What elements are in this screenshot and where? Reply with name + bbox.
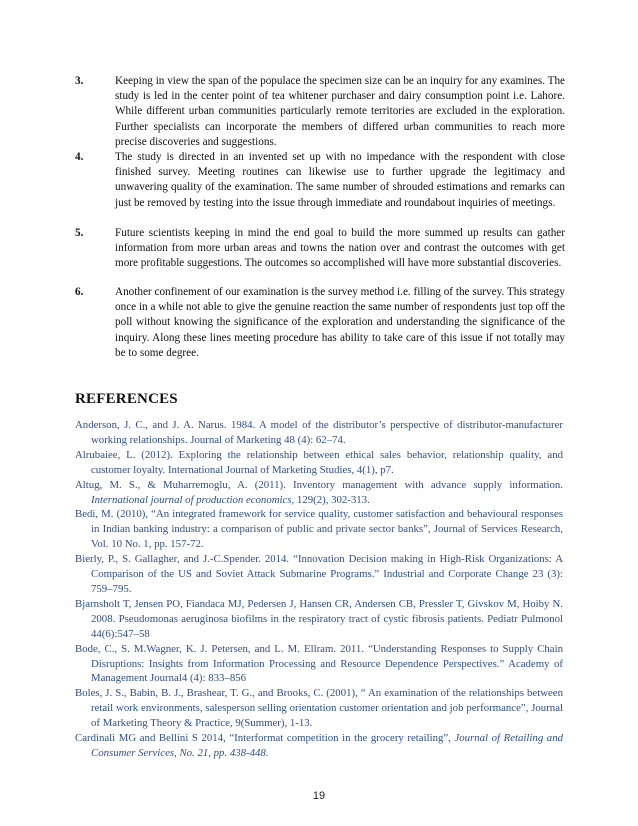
- item-number: 3.: [75, 75, 84, 87]
- item-text: Keeping in view the span of the populace the specimen size can be an inquiry for any examines. The study is led in the center point of tea whitener purchaser and dairy consumption point i.e. Lahore. While different urban communities particularly remote territories are excluded in the exploration. Further specialists can incorporate the members of differed urban communities to reach more precise discoveries and suggestions.: [115, 75, 565, 148]
- reference-entry: Bode, C., S. M.Wagner, K. J. Petersen, and L. M. Ellram. 2011. “Understanding Responses to Supply Chain Disruptions: Insights from Information Processing and Resource Dependence Perspectives.” Academy of Management Journal4 (4): 833–856: [75, 642, 563, 685]
- item-number: 5.: [75, 227, 84, 239]
- reference-entry: Boles, J. S., Babin, B. J., Brashear, T. G., and Brooks, C. (2001), “ An examination of the relationships between retail work environments, salesperson selling orientation customer orientation and job performance”, Journal of Marketing Theory & Practice, 9(Summer), 1-13.: [75, 687, 563, 730]
- references-heading: REFERENCES: [75, 391, 178, 407]
- reference-entry: Bedi, M. (2010), “An integrated framework for service quality, customer satisfaction and behavioural responses in Indian banking industry: a comparison of public and private sector banks”, Journal of Services Research, Vol. 10 No. 1, pp. 157-72.: [75, 508, 563, 551]
- list-item-6: [75, 285, 565, 361]
- journal-title: International journal of production economics,: [91, 493, 295, 506]
- item-text: Another confinement of our examination is the survey method i.e. filling of the survey. This strategy once in a while not able to give the genuine reaction the same number of respondents just top off the poll without knowing the significance of the exploration and understanding the significance of the inquiry. Along these lines meeting procedure has ability to take care of this issue if not totally may be to some degree.: [115, 286, 565, 359]
- list-item-4: [75, 150, 565, 211]
- item-text: The study is directed in an invented set up with no impedance with the respondent with close finished survey. Meeting routines can likewise use to further upgrade the legitimacy and unwavering quality of the examination. The same number of shrouded estimations and remarks can just be removed by testing into the issue through immediate and roundabout inquiries of meetings.: [115, 151, 565, 209]
- reference-entry: Altug, M. S., & Muharremoglu, A. (2011). Inventory management with advance supply information. International journal of production economics, 129(2), 302-313.: [75, 478, 563, 506]
- reference-entry: Cardinali MG and Bellini S 2014, “Interformat competition in the grocery retailing”, Journal of Retailing and Consumer Services, No. 21, pp. 438-448.: [75, 732, 563, 759]
- reference-entry: Bierly, P., S. Gallagher, and J.-C.Spender. 2014. “Innovation Decision making in High-Risk Organizations: A Comparison of the US and Soviet Attack Submarine Programs.” Industrial and Corporate Change 23 (3): 759–795.: [75, 553, 563, 595]
- item-number: 6.: [75, 286, 84, 298]
- list-item-3: [75, 74, 565, 150]
- item-number: 4.: [75, 151, 84, 163]
- reference-entry: Bjarnsholt T, Jensen PO, Fiandaca MJ, Pedersen J, Hansen CR, Andersen CB, Pressler T, Givskov M, Hoiby N. 2008. Pseudomonas aeruginosa biofilms in the respiratory tract of cystic fibrosis patients. Pediatr Pulmonol 44(6):547–58: [75, 597, 563, 640]
- list-item-5: [75, 226, 565, 272]
- reference-entry: Anderson, J. C., and J. A. Narus. 1984. A model of the distributor’s perspective of distributor-manufacturer working relationships. Journal of Marketing 48 (4): 62–74.: [75, 419, 563, 446]
- item-text: Future scientists keeping in mind the end goal to build the more summed up results can gather information from more urban areas and towns the nation over and contrast the outcomes with get more profitable suggestions. The outcomes so accomplished will have more substantial discoveries.: [115, 227, 565, 270]
- journal-title: Journal of Retailing and Consumer Services, No. 21, pp. 438-448.: [91, 732, 563, 759]
- references-list: [75, 418, 563, 761]
- page-number: 19: [312, 790, 326, 802]
- reference-entry: Alrubaiee, L. (2012). Exploring the relationship between ethical sales behavior, relationship quality, and customer loyalty. International Journal of Marketing Studies, 4(1), p7.: [75, 448, 563, 476]
